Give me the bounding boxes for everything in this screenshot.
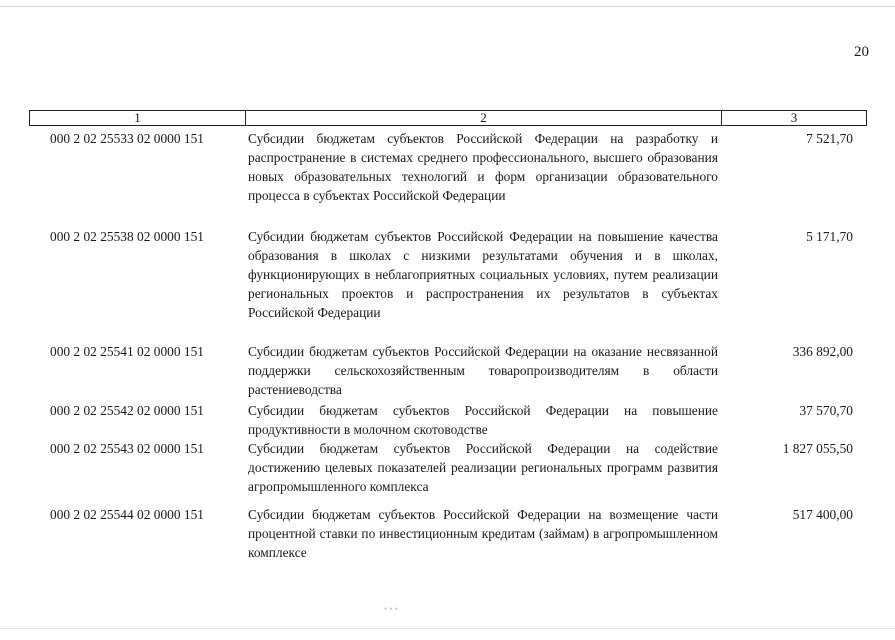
header-col-3: 3 <box>790 110 798 125</box>
budget-code: 000 2 02 25538 02 0000 151 <box>50 229 204 244</box>
table-header <box>29 110 867 126</box>
budget-code: 000 2 02 25543 02 0000 151 <box>50 441 204 456</box>
row-description: Субсидии бюджетам субъектов Российской Федерации на оказание несвязанной поддержки сельскохозяйственным товаропроизводителям в области растениеводства <box>248 344 718 397</box>
row-description: Субсидии бюджетам субъектов Российской Федерации на повышение продуктивности в молочном скотоводстве <box>248 403 718 437</box>
row-amount: 517 400,00 <box>792 507 853 522</box>
row-amount: 37 570,70 <box>799 403 853 418</box>
scan-edge-top <box>0 6 895 7</box>
page-number: 20 <box>854 44 869 60</box>
scan-artifact: • • • <box>384 604 398 614</box>
row-amount: 5 171,70 <box>806 229 853 244</box>
scan-edge-bottom <box>0 628 895 629</box>
row-amount: 7 521,70 <box>806 131 853 146</box>
row-description: Субсидии бюджетам субъектов Российской Федерации на разработку и распространение в системах среднего профессионального, высшего образования новых образовательных технологий и форм организации образовательного процесса в субъектах Российской Федерации <box>248 131 718 203</box>
row-description: Субсидии бюджетам субъектов Российской Федерации на повышение качества образования в школах с низкими результатами обучения и в школах, функционирующих в неблагоприятных социальных условиях, путем реализации региональных проектов и распространения их результатов в субъектах Российской Федерации <box>248 229 718 320</box>
budget-code: 000 2 02 25542 02 0000 151 <box>50 403 204 418</box>
budget-code: 000 2 02 25533 02 0000 151 <box>50 131 204 146</box>
row-description: Субсидии бюджетам субъектов Российской Федерации на содействие достижению целевых показателей реализации региональных программ развития агропромышленного комплекса <box>248 441 718 494</box>
row-amount: 1 827 055,50 <box>782 441 853 456</box>
row-description: Субсидии бюджетам субъектов Российской Федерации на возмещение части процентной ставки по инвестиционным кредитам (займам) в агропромышленном комплексе <box>248 507 718 560</box>
budget-code: 000 2 02 25541 02 0000 151 <box>50 344 204 359</box>
header-col-2: 2 <box>246 111 722 125</box>
header-col-1: 1 <box>30 111 246 125</box>
budget-code: 000 2 02 25544 02 0000 151 <box>50 507 204 522</box>
row-amount: 336 892,00 <box>792 344 853 359</box>
